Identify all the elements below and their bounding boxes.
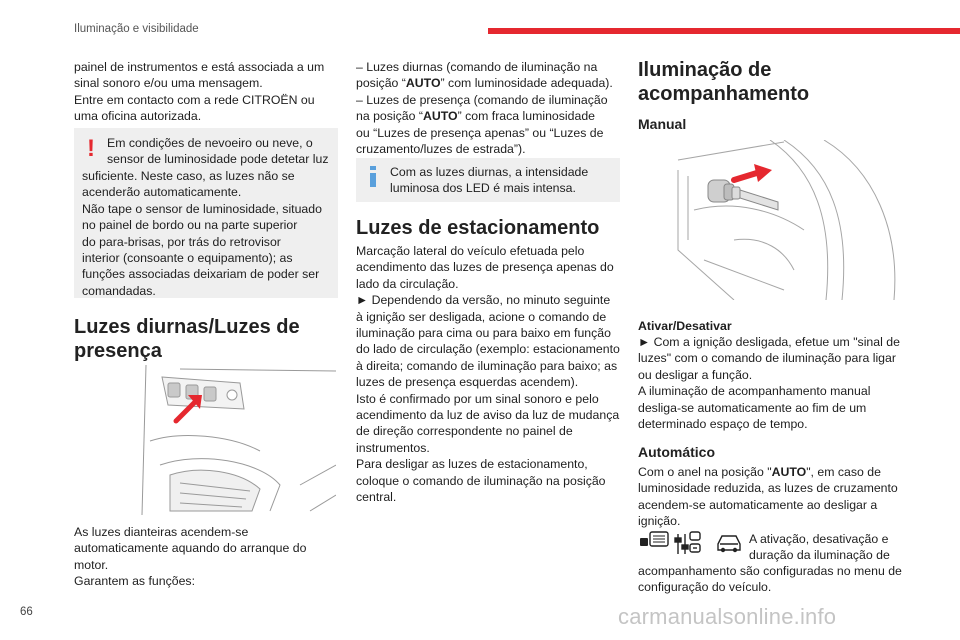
list-line: – Luzes diurnas (comando de iluminação na bbox=[356, 60, 598, 74]
text-line: Garantem as funções: bbox=[74, 574, 195, 589]
text-line: do para-brisas, por trás do retrovisor bbox=[82, 234, 281, 249]
text-line: à ignição ser desligada, acione o comando de bbox=[356, 309, 607, 324]
text-line: luzes de presença esquerdas acendem). bbox=[356, 375, 579, 390]
list-line: ou “Luzes de presença apenas” ou “Luzes de bbox=[356, 125, 604, 140]
text-line: acendimento da luz de aviso da luz de mudança bbox=[356, 408, 620, 423]
text-line: Para desligar as luzes de estacionamento, bbox=[356, 457, 588, 472]
text-line: de direção correspondente no painel de bbox=[356, 424, 573, 439]
page-number: 66 bbox=[20, 606, 33, 618]
text-line: acendem-se automaticamente ao desligar a bbox=[638, 497, 878, 512]
text-line: interior (consoante o equipamento); as bbox=[82, 251, 293, 266]
text-line: lado da circulação. bbox=[356, 276, 459, 291]
subheading-manual: Manual bbox=[638, 116, 687, 132]
list-line: na posição “AUTO” com fraca luminosidade bbox=[356, 109, 595, 124]
text-line: suficiente. Neste caso, as luzes não se bbox=[82, 169, 295, 183]
warning-icon: ! bbox=[87, 135, 95, 162]
heading-line: presença bbox=[74, 340, 162, 362]
touchscreen-icon bbox=[640, 532, 668, 546]
settings-sliders-icon bbox=[675, 532, 700, 554]
config-paragraph bbox=[638, 563, 902, 596]
text-line: Marcação lateral do veículo efetuada pelo bbox=[356, 244, 585, 258]
text-line: A iluminação de acompanhamento manual bbox=[638, 384, 871, 399]
text-line: Entre em contacto com a rede CITROËN ou bbox=[74, 92, 315, 107]
text-line: uma oficina autorizada. bbox=[74, 109, 202, 124]
config-icons-text bbox=[749, 531, 890, 564]
text-line: coloque o comando de iluminação na posição bbox=[356, 473, 606, 488]
text-line: Isto é confirmado por um sinal sonoro e pelo bbox=[356, 391, 599, 406]
text-line: A ativação, desativação e bbox=[749, 532, 889, 546]
headlight-switch-illustration bbox=[140, 365, 336, 515]
text-line: ► Com a ignição desligada, efetue um "sinal de bbox=[638, 335, 900, 349]
parking-lights-paragraph bbox=[356, 243, 620, 506]
text-line: no painel de bordo ou na parte superior bbox=[82, 218, 298, 233]
text-line: ► Dependendo da versão, no minuto seguinte bbox=[356, 293, 611, 308]
page-header-title: Iluminação e visibilidade bbox=[74, 23, 199, 35]
text-line: Com o anel na posição "AUTO", em caso de bbox=[638, 465, 881, 479]
text-line: luminosa dos LED é mais intensa. bbox=[390, 181, 576, 196]
warning-text-indented bbox=[107, 135, 329, 168]
text-line: determinado espaço de tempo. bbox=[638, 417, 808, 432]
text-line: desliga-se automaticamente ao fim de um bbox=[638, 400, 867, 415]
section-heading-daytime-lights bbox=[74, 315, 300, 363]
text-line: Não tape o sensor de luminosidade, situado bbox=[82, 201, 322, 216]
text-line: Em condições de nevoeiro ou neve, o bbox=[107, 136, 313, 150]
automatic-paragraph bbox=[638, 464, 898, 530]
config-icons bbox=[640, 530, 744, 556]
warning-text bbox=[82, 168, 322, 299]
text-line: configuração do veículo. bbox=[638, 580, 772, 595]
text-line: Com as luzes diurnas, a intensidade bbox=[390, 165, 589, 179]
info-text bbox=[390, 164, 588, 197]
text-line: funções associadas deixariam de poder ser bbox=[82, 267, 320, 282]
text-line: acenderão automaticamente. bbox=[82, 185, 242, 200]
text-line: ou desligar a função. bbox=[638, 367, 753, 382]
lighting-stalk-illustration bbox=[674, 140, 900, 300]
list-line: – Luzes de presença (comando de iluminação bbox=[356, 92, 608, 107]
vehicle-icon bbox=[718, 536, 740, 552]
text-line: instrumentos. bbox=[356, 440, 430, 455]
text-line: luzes" com o comando de iluminação para ligar bbox=[638, 351, 896, 366]
header-accent-bar bbox=[488, 28, 960, 34]
text-line: central. bbox=[356, 490, 397, 505]
text-line: automaticamente aquando do arranque do bbox=[74, 541, 307, 556]
list-line: cruzamento/luzes de estrada”). bbox=[356, 142, 526, 157]
text-line: duração da iluminação de bbox=[749, 548, 890, 563]
text-line: luminosidade reduzida, as luzes de cruzamento bbox=[638, 481, 898, 496]
section-heading-parking-lights: Luzes de estacionamento bbox=[356, 217, 600, 239]
text-line: iluminação para cima ou para baixo em função bbox=[356, 326, 611, 341]
activate-deactivate-label: Ativar/Desativar bbox=[638, 319, 732, 333]
text-line: painel de instrumentos e está associada a um bbox=[74, 60, 325, 74]
text-line: acendimento das luzes de presença apenas do bbox=[356, 260, 614, 275]
list-line: posição “AUTO” com luminosidade adequada). bbox=[356, 76, 613, 91]
subheading-automatic: Automático bbox=[638, 444, 715, 460]
manual-paragraph bbox=[638, 334, 900, 432]
text-line: comandadas. bbox=[82, 283, 156, 298]
heading-line: acompanhamento bbox=[638, 83, 810, 105]
text-line: acompanhamento são configuradas no menu de bbox=[638, 564, 902, 578]
text-line: As luzes dianteiras acendem-se bbox=[74, 525, 249, 539]
text-line: motor. bbox=[74, 557, 109, 572]
daytime-lights-paragraph bbox=[74, 524, 306, 590]
intro-paragraph bbox=[74, 59, 324, 125]
watermark-text: carmanualsonline.info bbox=[618, 604, 837, 629]
section-heading-follow-me-lighting bbox=[638, 58, 809, 106]
text-line: sinal sonoro e/ou uma mensagem. bbox=[74, 76, 263, 91]
heading-line: Iluminação de bbox=[638, 59, 772, 81]
text-line: do lado de circulação (exemplo: estacionamento bbox=[356, 342, 620, 357]
text-line: ignição. bbox=[638, 514, 681, 529]
heading-line: Luzes diurnas/Luzes de bbox=[74, 316, 300, 338]
text-line: à direita; comando de iluminação para baixo; as bbox=[356, 358, 618, 373]
functions-list bbox=[356, 59, 613, 157]
text-line: sensor de luminosidade pode detetar luz bbox=[107, 152, 329, 167]
